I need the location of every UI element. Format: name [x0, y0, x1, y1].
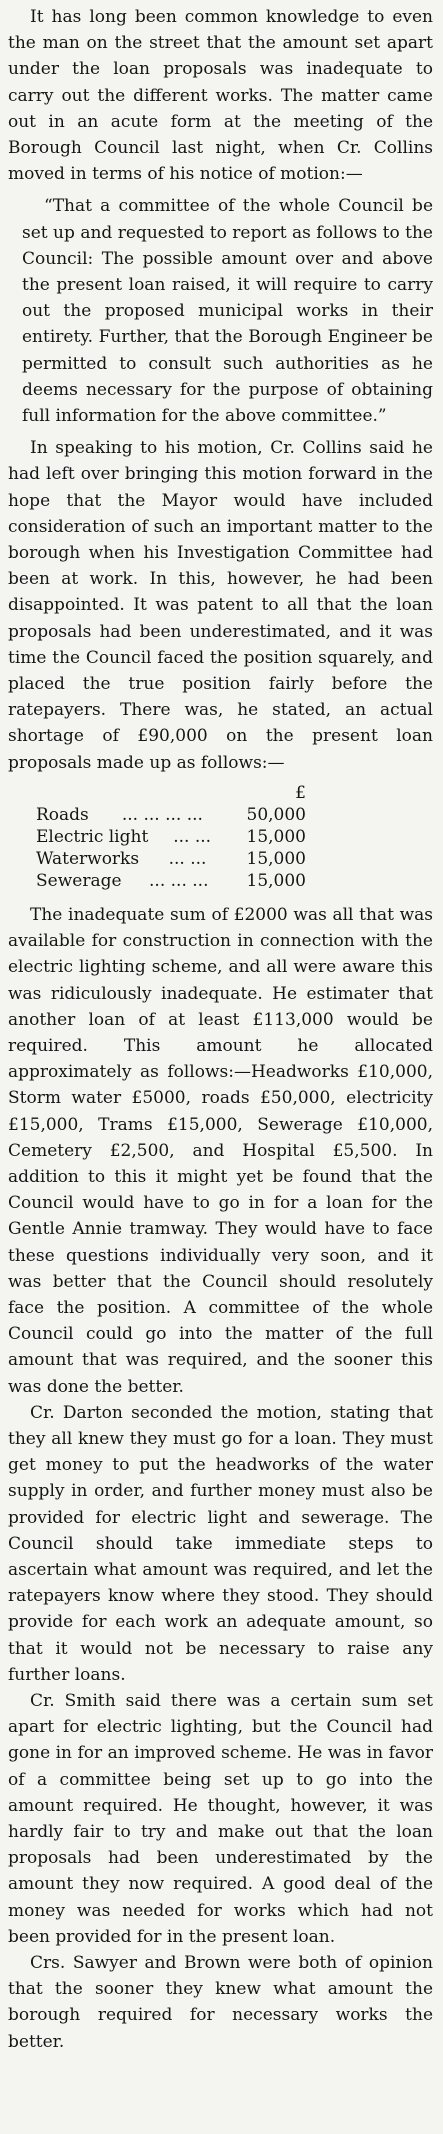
table-amount: 15,000 — [246, 870, 306, 891]
inadequate-sum-paragraph: The inadequate sum of £2000 was all that was available for construction in connection with the electric lighting scheme, and all were aware this was ridiculously inadequate. He estimater that another loan of at least £113,000 would be required. This amount he allocated approximately as follows:—Headworks £10,000, Storm water £5000, roads £50,000, electricity £15,000, Trams £15,000, Sewerage £10,000, Cemetery £2,500, and Hospital £5,500. In addition to this it might yet be found that the Council would have to go in for a loan for the Gentle Annie tramway. They would have to face these questions individually very soon, and it was better that the Council should resolutely face the position. A committee of the whole Council could go into the matter of the full amount that was required, and the sooner this was done the better. — [8, 904, 433, 1397]
shortage-table — [36, 782, 306, 892]
table-row — [36, 848, 306, 870]
table-item: Roads — [36, 804, 89, 825]
table-item: Electric light — [36, 826, 149, 847]
table-leaders: ... ... ... — [149, 870, 209, 891]
table-amount: 50,000 — [246, 804, 306, 825]
sawyer-brown-paragraph: Crs. Sawyer and Brown were both of opinion that the sooner they knew what amount the borough required for necessary works the better. — [8, 1953, 433, 2052]
table-leaders: ... ... — [168, 848, 207, 869]
table-row — [36, 804, 306, 826]
table-leaders: ... ... ... ... — [121, 804, 203, 825]
table-item: Waterworks — [36, 848, 140, 869]
table-item: Sewerage — [36, 870, 122, 891]
table-leaders: ... ... — [173, 826, 212, 847]
table-row — [36, 870, 306, 892]
currency-header: £ — [295, 782, 306, 803]
darton-paragraph: Cr. Darton seconded the motion, stating that they all knew they must go for a loan. They must get money to put the headworks of the water supply in order, and further money must also be provided for electric light and sewerage. The Council should take immediate steps to ascertain what amount was required, and let the ratepayers know where they stood. They should provide for each work an adequate amount, so that it would not be necessary to raise any further loans. — [8, 1402, 433, 1685]
motion-quote: “That a committee of the whole Council be set up and requested to report as follows to the Council: The possible amount over and above the present loan raised, it will require to carry out the proposed municipal works in their entirety. Further, that the Borough Engineer be permitted to consult such authorities as he deems necessary for the purpose of obtaining full information for the above committee.” — [22, 196, 433, 427]
table-row — [36, 826, 306, 848]
table-amount: 15,000 — [246, 848, 306, 869]
smith-paragraph: Cr. Smith said there was a certain sum set apart for electric lighting, but the Council had gone in for an improved scheme. He was in favor of a committee being set up to go into the amount required. He thought, however, it was hardly fair to try and make out that the loan proposals had been underestimated by the amount they now required. A good deal of the money was needed for works which had not been provided for in the present loan. — [8, 1690, 433, 1947]
table-amount: 15,000 — [246, 826, 306, 847]
collins-speech-paragraph: In speaking to his motion, Cr. Collins said he had left over bringing this motion forward in the hope that the Mayor would have included consideration of such an important matter to the borough when his Investigation Committee had been at work. In this, however, he had been disappointed. It was patent to all that the loan proposals had been underestimated, and it was time the Council faced the position squarely, and placed the true position fairly before the ratepayers. There was, he stated, an actual shortage of £90,000 on the present loan proposals made up as follows:— — [8, 438, 433, 773]
intro-paragraph: It has long been common knowledge to even the man on the street that the amount set apart under the loan proposals was inadequate to carry out the different works. The matter came out in an acute form at the meeting of the Borough Council last night, when Cr. Collins moved in terms of his notice of motion:— — [8, 7, 433, 185]
